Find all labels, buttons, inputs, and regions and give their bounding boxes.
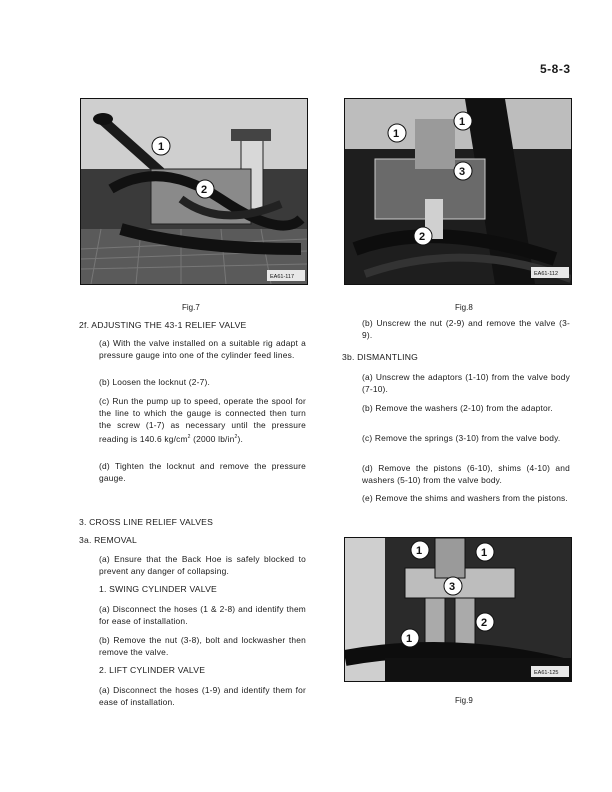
heading-3: 3. CROSS LINE RELIEF VALVES: [79, 517, 214, 527]
fig7-callout-2: 2: [201, 184, 208, 196]
para-swing-b: (b) Remove the nut (3-8), bolt and lockwasher then remove the valve.: [99, 635, 306, 657]
fig7-photo: [80, 98, 308, 285]
para-2f-c-mid: (2000 lb/in: [190, 433, 235, 444]
heading-swing: 1. SWING CYLINDER VALVE: [99, 584, 217, 594]
para-3b-e: (e) Remove the shims and washers from the pistons.: [362, 493, 568, 503]
para-3a-a: (a) Ensure that the Back Hoe is safely blocked to prevent any danger of collapsing.: [99, 554, 306, 576]
fig9-callout-1a: 1: [416, 545, 423, 557]
fig9-callout-1b: 1: [481, 547, 488, 559]
para-2f-c-sup2: 2: [234, 434, 238, 440]
heading-3b: 3b. DISMANTLING: [342, 352, 419, 362]
heading-3a: 3a. REMOVAL: [79, 535, 137, 545]
para-3b-c: (c) Remove the springs (3-10) from the valve body.: [362, 433, 561, 443]
heading-lift: 2. LIFT CYLINDER VALVE: [99, 665, 206, 675]
fig9-callout-2: 2: [481, 617, 488, 629]
page-number: 5-8-3: [540, 62, 571, 76]
fig7-tag: EA61-117: [270, 274, 295, 280]
para-3b-b: (b) Remove the washers (2-10) from the adaptor.: [362, 403, 553, 413]
para-3b-a: (a) Unscrew the adaptors (1-10) from the valve body (7-10).: [362, 372, 570, 394]
fig8-callout-2: 2: [419, 231, 426, 243]
fig9-callout-1c: 1: [406, 633, 413, 645]
fig8-photo: [344, 98, 572, 285]
fig9-photo: [344, 537, 572, 682]
para-2f-c-sup1: 2: [187, 434, 191, 440]
fig8-tag: EA61-112: [534, 271, 559, 277]
fig8-callout-1b: 1: [459, 116, 466, 128]
para-3b-d: (d) Remove the pistons (6-10), shims (4-10) and washers (5-10) from the valve body.: [362, 463, 570, 485]
fig9-callout-3: 3: [449, 581, 456, 593]
fig8-callout-3: 3: [459, 166, 466, 178]
para-2f-b: (b) Loosen the locknut (2-7).: [99, 377, 211, 387]
para-2f-c-end: ).: [237, 433, 244, 444]
fig9-illustration: [345, 538, 571, 681]
para-2f-a: (a) With the valve installed on a suitable rig adapt a pressure gauge into one of the cylinder feed lines.: [99, 338, 306, 360]
para-swing-a: (a) Disconnect the hoses (1 & 2-8) and identify them for ease of installation.: [99, 604, 306, 626]
heading-2f: 2f. ADJUSTING THE 43-1 RELIEF VALVE: [79, 320, 247, 330]
fig7-callout-1: 1: [158, 141, 165, 153]
fig9-tag: EA61-125: [534, 670, 559, 676]
fig8-caption: Fig.8: [455, 303, 473, 312]
para-lift-a: (a) Disconnect the hoses (1-9) and identify them for ease of installation.: [99, 685, 306, 707]
para-top-b: (b) Unscrew the nut (2-9) and remove the valve (3-9).: [362, 318, 570, 340]
fig7-caption: Fig.7: [182, 303, 200, 312]
fig7-illustration: [81, 99, 307, 284]
para-2f-d: (d) Tighten the locknut and remove the pressure gauge.: [99, 461, 306, 483]
para-2f-c-main: (c) Run the pump up to speed, operate the spool for the line to which the gauge is connected then turn the screw (1-7) as necessary until the pressure reading is 140.6 kg/cm: [99, 396, 306, 444]
fig9-caption: Fig.9: [455, 696, 473, 705]
fig8-illustration: [345, 99, 571, 284]
fig8-callout-1a: 1: [393, 128, 400, 140]
para-2f-c: [99, 395, 306, 445]
